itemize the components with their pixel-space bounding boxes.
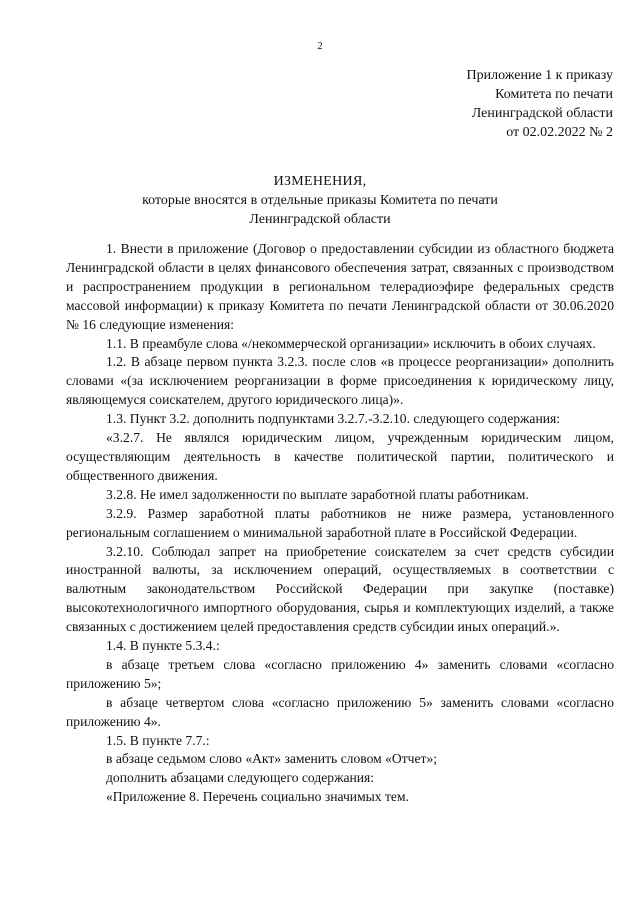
paragraph: дополнить абзацами следующего содержания: bbox=[106, 770, 375, 786]
paragraph: в абзаце третьем слова «согласно приложению 4» заменить словами «согласно приложению 5»; bbox=[66, 656, 614, 691]
paragraph: 1. Внести в приложение (Договор о предоставлении субсидии из областного бюджета Ленинградской области в целях финансового обеспечения затрат, связанных с производством и распространением продукции в региональном телерадиоэфире федеральных средств массовой информации) к приказу Комитета по печати Ленинградской области от 30.06.2020 № 16 следующие изменения: bbox=[66, 241, 614, 332]
document-title: ИЗМЕНЕНИЯ, bbox=[273, 174, 367, 189]
paragraph: «3.2.7. Не являлся юридическим лицом, учрежденным юридическим лицом, осуществляющим деятельность в качестве политической партии, политического и общественного движения. bbox=[66, 430, 614, 483]
document-heading bbox=[0, 172, 640, 229]
paragraph: 1.4. В пункте 5.3.4.: bbox=[106, 638, 220, 654]
document-subtitle: Ленинградской области bbox=[249, 212, 391, 227]
paragraph: в абзаце четвертом слова «согласно приложению 5» заменить словами «согласно приложению 4». bbox=[66, 694, 614, 729]
appendix-line: Ленинградской области bbox=[471, 106, 613, 121]
appendix-line: Приложение 1 к приказу bbox=[466, 68, 613, 83]
paragraph: 1.5. В пункте 7.7.: bbox=[106, 732, 210, 748]
document-subtitle: которые вносятся в отдельные приказы Комитета по печати bbox=[142, 193, 498, 208]
paragraph: 1.2. В абзаце первом пункта 3.2.3. после слов «в процессе реорганизации» дополнить словами «(за исключением реорганизации в форме присоединения к юридическому лицу, являющемуся соискателем, другого юридического лица)». bbox=[66, 354, 614, 408]
page-number: 2 bbox=[317, 40, 323, 52]
appendix-line: Комитета по печати bbox=[495, 87, 613, 102]
appendix-reference bbox=[467, 66, 613, 142]
appendix-line: от 02.02.2022 № 2 bbox=[506, 125, 613, 140]
paragraph: 3.2.10. Соблюдал запрет на приобретение соискателем за счет средств субсидии иностранной валюты, за исключением операций, осуществляемых в соответствии с валютным законодательством Российской Федерации при закупке (поставке) высокотехнологичного импортного оборудования, сырья и комплектующих изделий, а также связанных с достижением целей предоставления средств субсидии иных операций.». bbox=[66, 543, 614, 635]
paragraph: 3.2.9. Размер заработной платы работников не ниже размера, установленного региональным соглашением о минимальной заработной плате в Российской Федерации. bbox=[66, 505, 614, 540]
paragraph: 1.3. Пункт 3.2. дополнить подпунктами 3.2.7.-3.2.10. следующего содержания: bbox=[106, 411, 561, 427]
paragraph: в абзаце седьмом слово «Акт» заменить словом «Отчет»; bbox=[106, 751, 438, 767]
paragraph: 1.1. В преамбуле слова «/некоммерческой организации» исключить в обоих случаях. bbox=[106, 335, 596, 351]
paragraph: «Приложение 8. Перечень социально значимых тем. bbox=[106, 789, 409, 805]
paragraph: 3.2.8. Не имел задолженности по выплате заработной платы работникам. bbox=[106, 486, 529, 502]
document-body bbox=[66, 240, 614, 807]
